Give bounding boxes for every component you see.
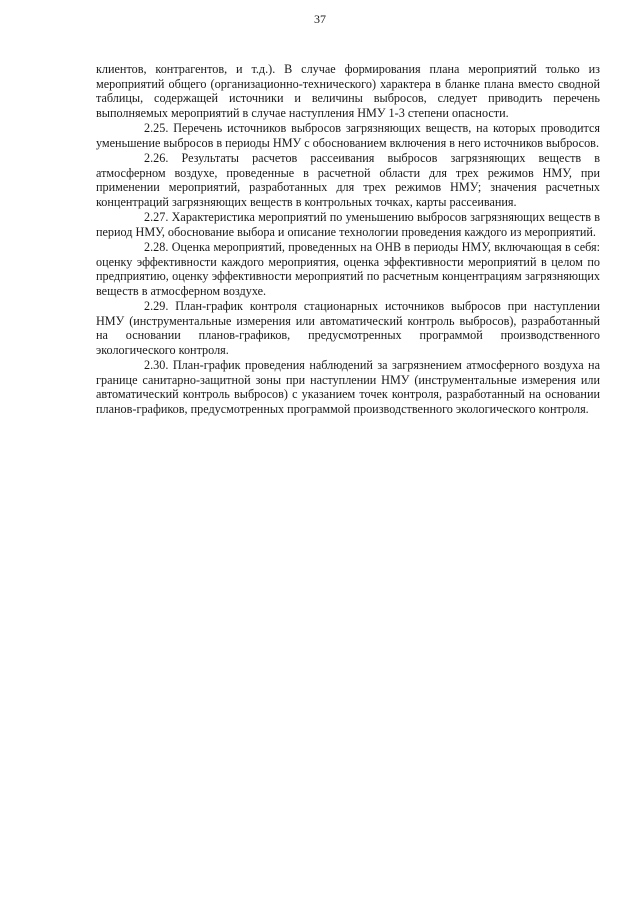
- paragraph-2-29: 2.29. План-график контроля стационарных источников выбросов при наступлении НМУ (инструментальные измерения или автоматический контроль выбросов), разработанный на основании планов-графиков, предусмотренных программой производственного экологического контроля.: [96, 299, 600, 357]
- paragraph-2-28: 2.28. Оценка мероприятий, проведенных на ОНВ в периоды НМУ, включающая в себя: оценку эффективности каждого мероприятия, оценка эффективности мероприятий в целом по предприятию, оценку эффективности мероприятий по расчетным концентрациям загрязняющих веществ в атмосферном воздухе.: [96, 240, 600, 298]
- paragraph-2-26: 2.26. Результаты расчетов рассеивания выбросов загрязняющих веществ в атмосферном воздухе, проведенные в расчетной области для трех режимов НМУ, при применении мероприятий, разработанных для трех режимов НМУ; значения расчетных концентраций загрязняющих веществ в контрольных точках, карты рассеивания.: [96, 151, 600, 209]
- paragraph-2-25: 2.25. Перечень источников выбросов загрязняющих веществ, на которых проводится уменьшение выбросов в периоды НМУ с обоснованием включения в него источников выбросов.: [96, 121, 600, 150]
- paragraph-2-30: 2.30. План-график проведения наблюдений за загрязнением атмосферного воздуха на границе санитарно-защитной зоны при наступлении НМУ (инструментальные измерения или автоматический контроль выбросов) с указанием точек контроля, разработанный на основании планов-графиков, предусмотренных программой производственного экологического контроля.: [96, 358, 600, 416]
- page-number: 37: [314, 12, 326, 26]
- paragraph-continuation: клиентов, контрагентов, и т.д.). В случае формирования плана мероприятий только из мероприятий общего (организационно-технического) характера в бланке плана вместо сводной таблицы, содержащей источники и величины выбросов, следует приводить перечень выполняемых мероприятий в случае наступления НМУ 1-3 степени опасности.: [96, 62, 600, 120]
- document-body: [96, 62, 600, 417]
- paragraph-2-27: 2.27. Характеристика мероприятий по уменьшению выбросов загрязняющих веществ в период НМУ, обоснование выбора и описание технологии проведения каждого из мероприятий.: [96, 210, 600, 239]
